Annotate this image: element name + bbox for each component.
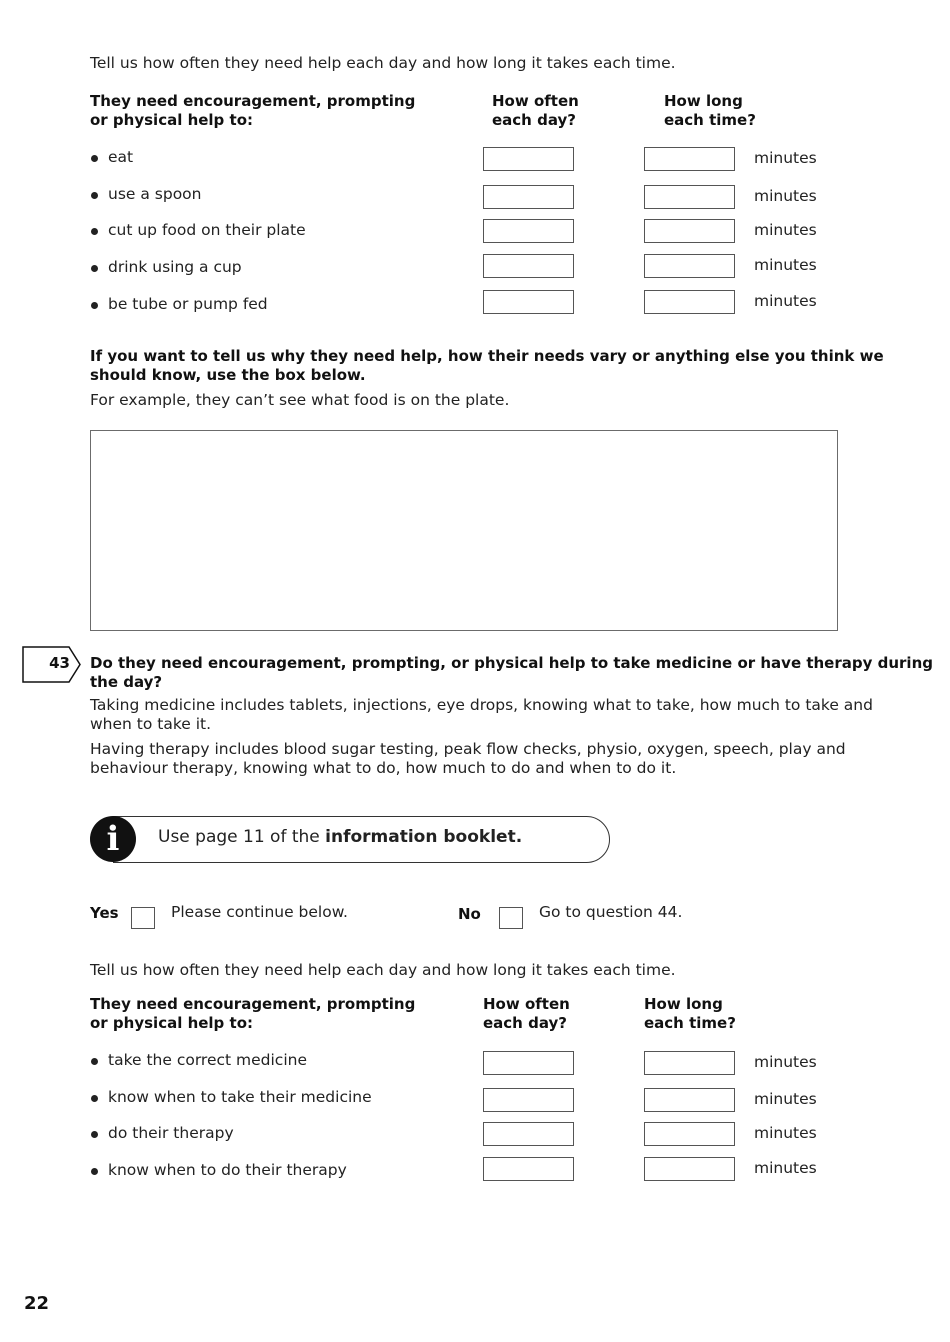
how-often-input[interactable] (483, 1122, 574, 1146)
row-label: do their therapy (108, 1124, 234, 1142)
minutes-label: minutes (754, 221, 817, 239)
row-label: drink using a cup (108, 258, 242, 276)
medicine-description: Taking medicine includes tablets, injections, eye drops, knowing what to take, how much to take and when to take it. (90, 696, 873, 733)
info-text: Use page 11 of the information booklet. (158, 827, 523, 847)
how-often-input[interactable] (483, 1088, 574, 1112)
minutes-label: minutes (754, 187, 817, 205)
how-long-input[interactable] (644, 185, 735, 209)
row-label: take the correct medicine (108, 1051, 307, 1069)
how-often-input[interactable] (483, 290, 574, 314)
how-often-input[interactable] (483, 185, 574, 209)
how-long-input[interactable] (644, 147, 735, 171)
section1-col-task-header: They need encouragement, prompting or physical help to: (90, 92, 416, 129)
bullet-icon (91, 155, 98, 162)
bullet-icon (91, 265, 98, 272)
minutes-label: minutes (754, 1124, 817, 1142)
section2-col-task-header: They need encouragement, prompting or physical help to: (90, 995, 416, 1032)
bullet-icon (91, 1095, 98, 1102)
bullet-icon (91, 1131, 98, 1138)
explanation-textarea[interactable] (90, 430, 838, 631)
how-often-input[interactable] (483, 254, 574, 278)
bullet-icon (91, 302, 98, 309)
row-label: be tube or pump fed (108, 295, 268, 313)
bullet-icon (91, 1168, 98, 1175)
minutes-label: minutes (754, 149, 817, 167)
row-label: know when to do their therapy (108, 1161, 347, 1179)
how-long-input[interactable] (644, 219, 735, 243)
no-label: No (458, 905, 481, 923)
minutes-label: minutes (754, 1053, 817, 1071)
how-often-input[interactable] (483, 1157, 574, 1181)
how-often-input[interactable] (483, 147, 574, 171)
how-long-input[interactable] (644, 254, 735, 278)
yes-checkbox[interactable] (131, 907, 155, 929)
yes-instruction: Please continue below. (171, 903, 348, 921)
no-instruction: Go to question 44. (539, 903, 683, 921)
section1-col-long-header: How long each time? (664, 92, 756, 129)
question-number: 43 (49, 654, 70, 672)
how-long-input[interactable] (644, 1051, 735, 1075)
how-long-input[interactable] (644, 290, 735, 314)
section2-intro: Tell us how often they need help each day and how long it takes each time. (90, 961, 676, 979)
minutes-label: minutes (754, 1090, 817, 1108)
bullet-icon (91, 1058, 98, 1065)
how-long-input[interactable] (644, 1157, 735, 1181)
yes-label: Yes (90, 904, 119, 922)
minutes-label: minutes (754, 292, 817, 310)
bullet-icon (91, 228, 98, 235)
section1-col-often-header: How often each day? (492, 92, 579, 129)
row-label: cut up food on their plate (108, 221, 306, 239)
therapy-description: Having therapy includes blood sugar testing, peak flow checks, physio, oxygen, speech, play and behaviour therapy, knowing what to do, how much to do and when to do it. (90, 740, 846, 777)
question-text: Do they need encouragement, prompting, or physical help to take medicine or have therapy during the day? (90, 654, 933, 691)
no-checkbox[interactable] (499, 907, 523, 929)
minutes-label: minutes (754, 1159, 817, 1177)
explain-heading: If you want to tell us why they need help, how their needs vary or anything else you think we should know, use the box below. (90, 347, 884, 384)
how-long-input[interactable] (644, 1088, 735, 1112)
bullet-icon (91, 192, 98, 199)
row-label: eat (108, 148, 134, 166)
section2-col-often-header: How often each day? (483, 995, 570, 1032)
section1-intro: Tell us how often they need help each day and how long it takes each time. (90, 54, 676, 72)
minutes-label: minutes (754, 256, 817, 274)
row-label: use a spoon (108, 185, 202, 203)
how-often-input[interactable] (483, 219, 574, 243)
how-long-input[interactable] (644, 1122, 735, 1146)
info-icon: i (90, 816, 136, 862)
explain-example: For example, they can’t see what food is on the plate. (90, 391, 510, 409)
row-label: know when to take their medicine (108, 1088, 372, 1106)
section2-col-long-header: How long each time? (644, 995, 736, 1032)
page-number: 22 (24, 1293, 50, 1314)
how-often-input[interactable] (483, 1051, 574, 1075)
